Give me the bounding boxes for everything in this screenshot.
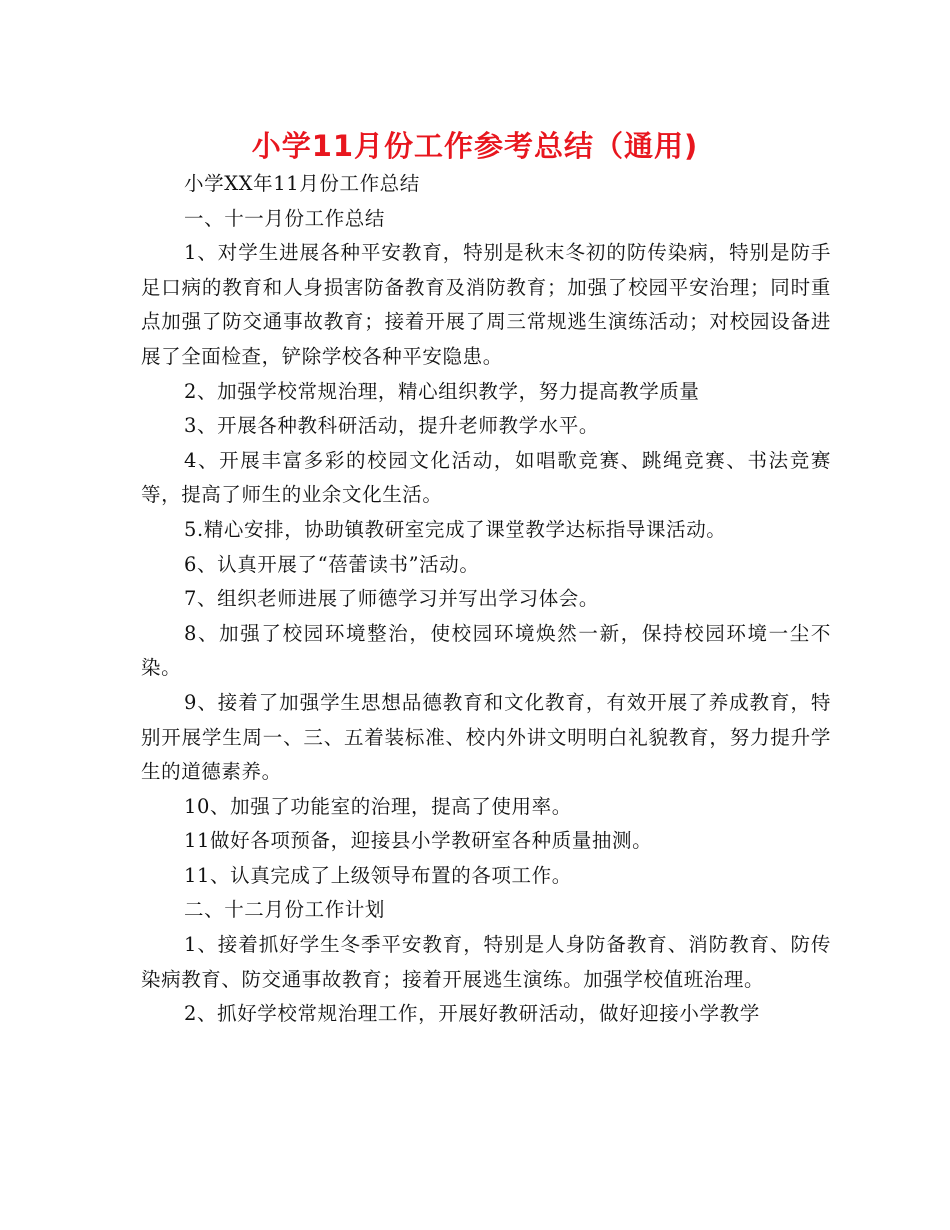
paragraph-campus-culture: 4、开展丰富多彩的校园文化活动，如唱歌竞赛、跳绳竞赛、书法竞赛等，提高了师生的业余文化生活。 — [141, 448, 831, 507]
paragraph-teacher-ethics: 7、组织老师进展了师德学习并写出学习体会。 — [184, 587, 600, 611]
paragraph-moral-education: 9、接着了加强学生思想品德教育和文化教育，有效开展了养成教育，特别开展学生周一、三、五着装标准、校内外讲文明明白礼貌教育，努力提升学生的道德素养。 — [141, 690, 831, 784]
paragraph-quality-tests: 11做好各项预备，迎接县小学教研室各种质量抽测。 — [184, 829, 653, 853]
paragraph-school-routine: 2、抓好学校常规治理工作，开展好教研活动，做好迎接小学教学 — [184, 1002, 760, 1026]
section-heading-december: 二、十二月份工作计划 — [184, 898, 386, 922]
paragraph-function-rooms: 10、加强了功能室的治理，提高了使用率。 — [184, 794, 572, 818]
paragraph-routine-management: 2、加强学校常规治理，精心组织教学，努力提高教学质量 — [184, 379, 700, 403]
document-body — [141, 167, 831, 1032]
paragraph-winter-safety: 1、接着抓好学生冬季平安教育，特别是人身防备教育、消防教育、防传染病教育、防交通事故教育；接着开展逃生演练。加强学校值班治理。 — [141, 933, 831, 991]
section-heading-november: 一、十一月份工作总结 — [184, 206, 386, 230]
paragraph-reading-activity: 6、认真开展了“蓓蕾读书”活动。 — [184, 552, 480, 576]
document-title: 小学11月份工作参考总结（通用) — [251, 129, 699, 163]
paragraph-subtitle: 小学XX年11月份工作总结 — [184, 172, 420, 195]
paragraph-classroom-teaching: 5.精心安排，协助镇教研室完成了课堂教学达标指导课活动。 — [184, 517, 727, 541]
paragraph-assigned-work: 11、认真完成了上级领导布置的各项工作。 — [184, 863, 572, 887]
paragraph-safety-education: 1、对学生进展各种平安教育，特别是秋末冬初的防传染病，特别是防手足口病的教育和人身损害防备教育及消防教育；加强了校园平安治理；同时重点加强了防交通事故教育；接着开展了周三常规逃生演练活动；对校园设备进展了全面检查，铲除学校各种平安隐患。 — [141, 241, 831, 368]
paragraph-teaching-research: 3、开展各种教科研活动，提升老师教学水平。 — [184, 414, 600, 438]
paragraph-campus-environment: 8、加强了校园环境整治，使校园环境焕然一新，保持校园环境一尘不染。 — [141, 621, 831, 680]
